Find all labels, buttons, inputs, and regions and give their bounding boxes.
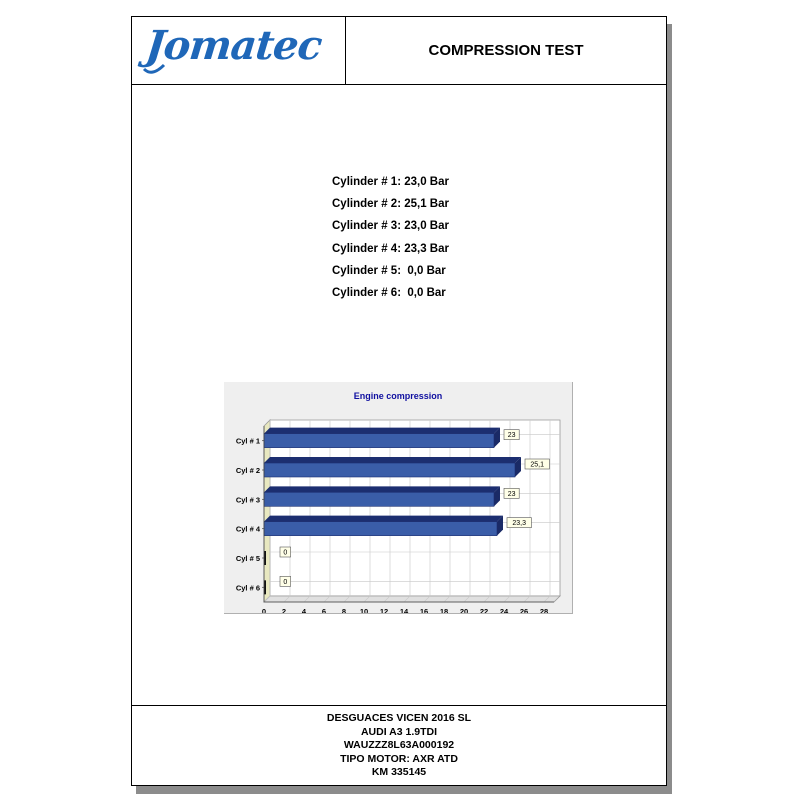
cylinder-reading: Cylinder # 1: 23,0 Bar	[332, 176, 449, 188]
bar-top	[264, 486, 500, 492]
bar-top	[264, 457, 521, 463]
y-tick-label: Cyl # 5	[235, 554, 260, 563]
data-label: 23	[507, 490, 516, 498]
x-tick-label: 24	[499, 607, 509, 613]
cylinder-reading: Cylinder # 6: 0,0 Bar	[332, 286, 446, 299]
x-tick-label: 28	[539, 607, 549, 613]
bar	[264, 522, 497, 536]
footer-line: WAUZZZ8L63A000192	[343, 739, 455, 752]
bar	[264, 434, 494, 448]
company-logo: Jomatec	[143, 22, 324, 69]
data-label: 23,3	[512, 520, 527, 528]
footer-line: AUDI A3 1.9TDI	[360, 725, 438, 738]
cylinder-readings	[332, 171, 532, 304]
data-label: 0	[283, 549, 288, 557]
bar	[264, 492, 494, 506]
x-tick-label: 0	[261, 607, 267, 613]
report-title: COMPRESSION TEST	[428, 42, 584, 59]
x-tick-label: 4	[301, 607, 307, 613]
x-tick-label: 8	[341, 607, 347, 613]
chart-plot	[224, 382, 572, 613]
cylinder-reading: Cylinder # 3: 23,0 Bar	[332, 220, 449, 233]
x-tick-label: 10	[359, 607, 369, 613]
report-sheet	[131, 16, 667, 786]
x-tick-label: 12	[379, 607, 389, 613]
bar	[264, 463, 515, 477]
footer-line: TIPO MOTOR: AXR ATD	[340, 752, 458, 765]
x-tick-label: 6	[321, 607, 327, 613]
cylinder-reading: Cylinder # 2: 25,1 Bar	[332, 198, 449, 211]
x-tick-label: 22	[479, 607, 489, 613]
bar-top	[264, 428, 500, 434]
data-label: 25,1	[530, 461, 545, 469]
cylinder-reading: Cylinder # 4: 23,3 Bar	[332, 242, 449, 255]
cylinder-reading: Cylinder # 5: 0,0 Bar	[332, 264, 446, 277]
bar-top	[264, 516, 503, 522]
y-tick-label: Cyl # 4	[235, 524, 260, 534]
report-footer	[132, 705, 666, 786]
engine-compression-chart	[224, 382, 573, 614]
x-tick-label: 14	[399, 607, 409, 613]
y-tick-label: Cyl # 3	[235, 495, 260, 505]
data-label: 23	[507, 432, 516, 440]
y-tick-label: Cyl # 2	[235, 466, 260, 475]
footer-line: DESGUACES VICEN 2016 SL	[326, 712, 472, 724]
x-tick-label: 20	[459, 607, 469, 613]
footer-line: KM 335145	[371, 766, 427, 779]
vehicle-info	[132, 712, 666, 780]
x-tick-label: 16	[419, 607, 429, 613]
y-tick-label: Cyl # 6	[235, 583, 260, 593]
logo-cell	[132, 17, 346, 84]
data-label: 0	[283, 578, 288, 586]
y-tick-label: Cyl # 1	[235, 436, 260, 446]
chart-floor	[264, 596, 560, 602]
chart-title: Engine compression	[353, 391, 443, 401]
x-tick-label: 26	[519, 607, 529, 613]
report-header	[132, 17, 666, 85]
x-tick-label: 18	[439, 607, 449, 613]
x-tick-label: 2	[281, 607, 287, 613]
